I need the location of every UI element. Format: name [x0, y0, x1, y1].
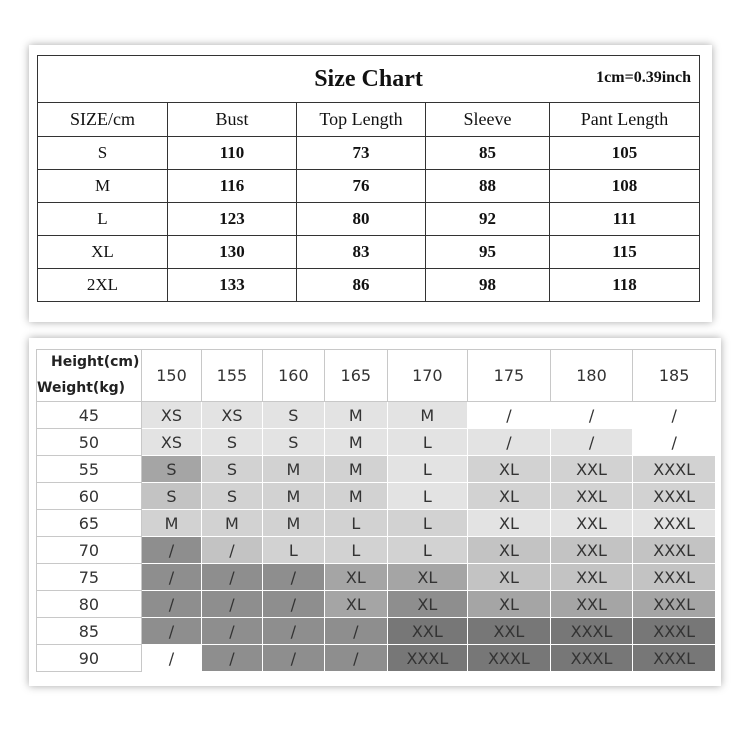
recommended-size-cell: XXL: [550, 591, 633, 618]
recommended-size-cell: L: [262, 537, 324, 564]
height-header-cell: 175: [468, 350, 551, 402]
measurement-cell: 95: [426, 236, 550, 269]
recommended-size-cell: /: [202, 591, 262, 618]
recommended-size-cell: /: [468, 429, 551, 456]
measurement-cell: 76: [297, 170, 426, 203]
recommended-size-cell: /: [633, 429, 716, 456]
fit-chart-panel: [29, 338, 721, 686]
table-row: [37, 429, 716, 456]
size-chart-panel: [29, 45, 712, 322]
measurement-cell: 118: [550, 269, 700, 302]
weight-label-cell: 80: [37, 591, 142, 618]
measurement-cell: 73: [297, 137, 426, 170]
size-label-cell: S: [38, 137, 168, 170]
height-header-row: [37, 350, 716, 402]
table-row: [37, 483, 716, 510]
recommended-size-cell: L: [387, 537, 468, 564]
height-header-cell: 160: [262, 350, 324, 402]
table-row: [38, 137, 700, 170]
recommended-size-cell: L: [325, 510, 387, 537]
recommended-size-cell: XXXL: [633, 510, 716, 537]
recommended-size-cell: S: [202, 483, 262, 510]
measurement-cell: 110: [168, 137, 297, 170]
recommended-size-cell: XXL: [550, 510, 633, 537]
recommended-size-cell: /: [262, 564, 324, 591]
measurement-cell: 98: [426, 269, 550, 302]
fit-chart-table: [36, 349, 716, 672]
recommended-size-cell: M: [262, 456, 324, 483]
weight-label-cell: 60: [37, 483, 142, 510]
size-chart-table: [37, 55, 700, 302]
size-chart-header-cell: SIZE/cm: [38, 103, 168, 137]
measurement-cell: 88: [426, 170, 550, 203]
recommended-size-cell: XXXL: [550, 618, 633, 645]
table-row: [37, 618, 716, 645]
measurement-cell: 83: [297, 236, 426, 269]
measurement-cell: 92: [426, 203, 550, 236]
recommended-size-cell: /: [633, 402, 716, 429]
recommended-size-cell: /: [325, 618, 387, 645]
weight-label-cell: 90: [37, 645, 142, 672]
size-chart-header-row: [38, 103, 700, 137]
recommended-size-cell: L: [387, 483, 468, 510]
recommended-size-cell: XL: [468, 591, 551, 618]
recommended-size-cell: /: [202, 618, 262, 645]
recommended-size-cell: XXXL: [550, 645, 633, 672]
recommended-size-cell: XXL: [550, 456, 633, 483]
recommended-size-cell: M: [325, 402, 387, 429]
measurement-cell: 111: [550, 203, 700, 236]
recommended-size-cell: /: [141, 564, 201, 591]
height-axis-label: Height(cm): [51, 354, 140, 370]
table-row: [37, 537, 716, 564]
recommended-size-cell: L: [387, 429, 468, 456]
measurement-cell: 86: [297, 269, 426, 302]
recommended-size-cell: XXL: [550, 537, 633, 564]
weight-axis-label: Weight(kg): [37, 380, 126, 396]
size-label-cell: L: [38, 203, 168, 236]
table-row: [37, 564, 716, 591]
table-row: [37, 402, 716, 429]
recommended-size-cell: /: [141, 537, 201, 564]
recommended-size-cell: S: [141, 456, 201, 483]
recommended-size-cell: L: [387, 456, 468, 483]
recommended-size-cell: S: [141, 483, 201, 510]
recommended-size-cell: S: [262, 429, 324, 456]
recommended-size-cell: XXL: [468, 618, 551, 645]
recommended-size-cell: /: [202, 564, 262, 591]
table-row: [37, 510, 716, 537]
recommended-size-cell: S: [202, 429, 262, 456]
table-row: [38, 170, 700, 203]
recommended-size-cell: /: [262, 645, 324, 672]
recommended-size-cell: XXXL: [633, 483, 716, 510]
height-header-cell: 170: [387, 350, 468, 402]
recommended-size-cell: XS: [202, 402, 262, 429]
recommended-size-cell: XXXL: [633, 456, 716, 483]
recommended-size-cell: /: [141, 591, 201, 618]
recommended-size-cell: XL: [468, 510, 551, 537]
height-header-cell: 150: [141, 350, 201, 402]
size-chart-header-cell: Pant Length: [550, 103, 700, 137]
measurement-cell: 116: [168, 170, 297, 203]
recommended-size-cell: XS: [141, 402, 201, 429]
weight-label-cell: 65: [37, 510, 142, 537]
recommended-size-cell: M: [262, 483, 324, 510]
recommended-size-cell: M: [387, 402, 468, 429]
recommended-size-cell: XL: [387, 564, 468, 591]
size-chart-header-cell: Top Length: [297, 103, 426, 137]
recommended-size-cell: XXXL: [633, 591, 716, 618]
recommended-size-cell: XXL: [550, 564, 633, 591]
recommended-size-cell: /: [262, 618, 324, 645]
height-header-cell: 180: [550, 350, 633, 402]
size-label-cell: XL: [38, 236, 168, 269]
recommended-size-cell: S: [262, 402, 324, 429]
weight-label-cell: 55: [37, 456, 142, 483]
recommended-size-cell: XL: [468, 564, 551, 591]
weight-label-cell: 85: [37, 618, 142, 645]
recommended-size-cell: /: [550, 402, 633, 429]
recommended-size-cell: /: [262, 591, 324, 618]
recommended-size-cell: M: [262, 510, 324, 537]
table-row: [38, 269, 700, 302]
recommended-size-cell: XL: [468, 456, 551, 483]
table-row: [37, 645, 716, 672]
recommended-size-cell: M: [325, 429, 387, 456]
recommended-size-cell: XL: [325, 591, 387, 618]
weight-label-cell: 45: [37, 402, 142, 429]
recommended-size-cell: XL: [468, 483, 551, 510]
table-row: [37, 456, 716, 483]
recommended-size-cell: XL: [468, 537, 551, 564]
recommended-size-cell: L: [387, 510, 468, 537]
recommended-size-cell: /: [550, 429, 633, 456]
weight-label-cell: 70: [37, 537, 142, 564]
size-chart-header-cell: Sleeve: [426, 103, 550, 137]
height-header-cell: 185: [633, 350, 716, 402]
recommended-size-cell: M: [202, 510, 262, 537]
recommended-size-cell: /: [141, 618, 201, 645]
recommended-size-cell: XXXL: [468, 645, 551, 672]
recommended-size-cell: /: [468, 402, 551, 429]
recommended-size-cell: M: [325, 456, 387, 483]
measurement-cell: 85: [426, 137, 550, 170]
recommended-size-cell: /: [202, 645, 262, 672]
unit-conversion-note: 1cm=0.39inch: [596, 69, 692, 86]
measurement-cell: 108: [550, 170, 700, 203]
recommended-size-cell: XL: [325, 564, 387, 591]
measurement-cell: 115: [550, 236, 700, 269]
measurement-cell: 133: [168, 269, 297, 302]
recommended-size-cell: /: [325, 645, 387, 672]
recommended-size-cell: XL: [387, 591, 468, 618]
size-label-cell: 2XL: [38, 269, 168, 302]
size-chart-title: Size Chart: [314, 65, 423, 92]
recommended-size-cell: XXXL: [633, 645, 716, 672]
size-label-cell: M: [38, 170, 168, 203]
recommended-size-cell: S: [202, 456, 262, 483]
recommended-size-cell: M: [325, 483, 387, 510]
recommended-size-cell: XXL: [550, 483, 633, 510]
recommended-size-cell: M: [141, 510, 201, 537]
recommended-size-cell: XXXL: [633, 618, 716, 645]
table-row: [38, 203, 700, 236]
recommended-size-cell: /: [202, 537, 262, 564]
weight-label-cell: 50: [37, 429, 142, 456]
height-header-cell: 165: [325, 350, 387, 402]
recommended-size-cell: /: [141, 645, 201, 672]
size-chart-header-cell: Bust: [168, 103, 297, 137]
table-row: [37, 591, 716, 618]
recommended-size-cell: XXXL: [633, 564, 716, 591]
measurement-cell: 123: [168, 203, 297, 236]
measurement-cell: 130: [168, 236, 297, 269]
weight-label-cell: 75: [37, 564, 142, 591]
recommended-size-cell: XXXL: [387, 645, 468, 672]
recommended-size-cell: XXXL: [633, 537, 716, 564]
axis-corner-cell: [37, 350, 142, 402]
measurement-cell: 105: [550, 137, 700, 170]
recommended-size-cell: XS: [141, 429, 201, 456]
recommended-size-cell: L: [325, 537, 387, 564]
table-row: [38, 236, 700, 269]
recommended-size-cell: XXL: [387, 618, 468, 645]
measurement-cell: 80: [297, 203, 426, 236]
height-header-cell: 155: [202, 350, 262, 402]
